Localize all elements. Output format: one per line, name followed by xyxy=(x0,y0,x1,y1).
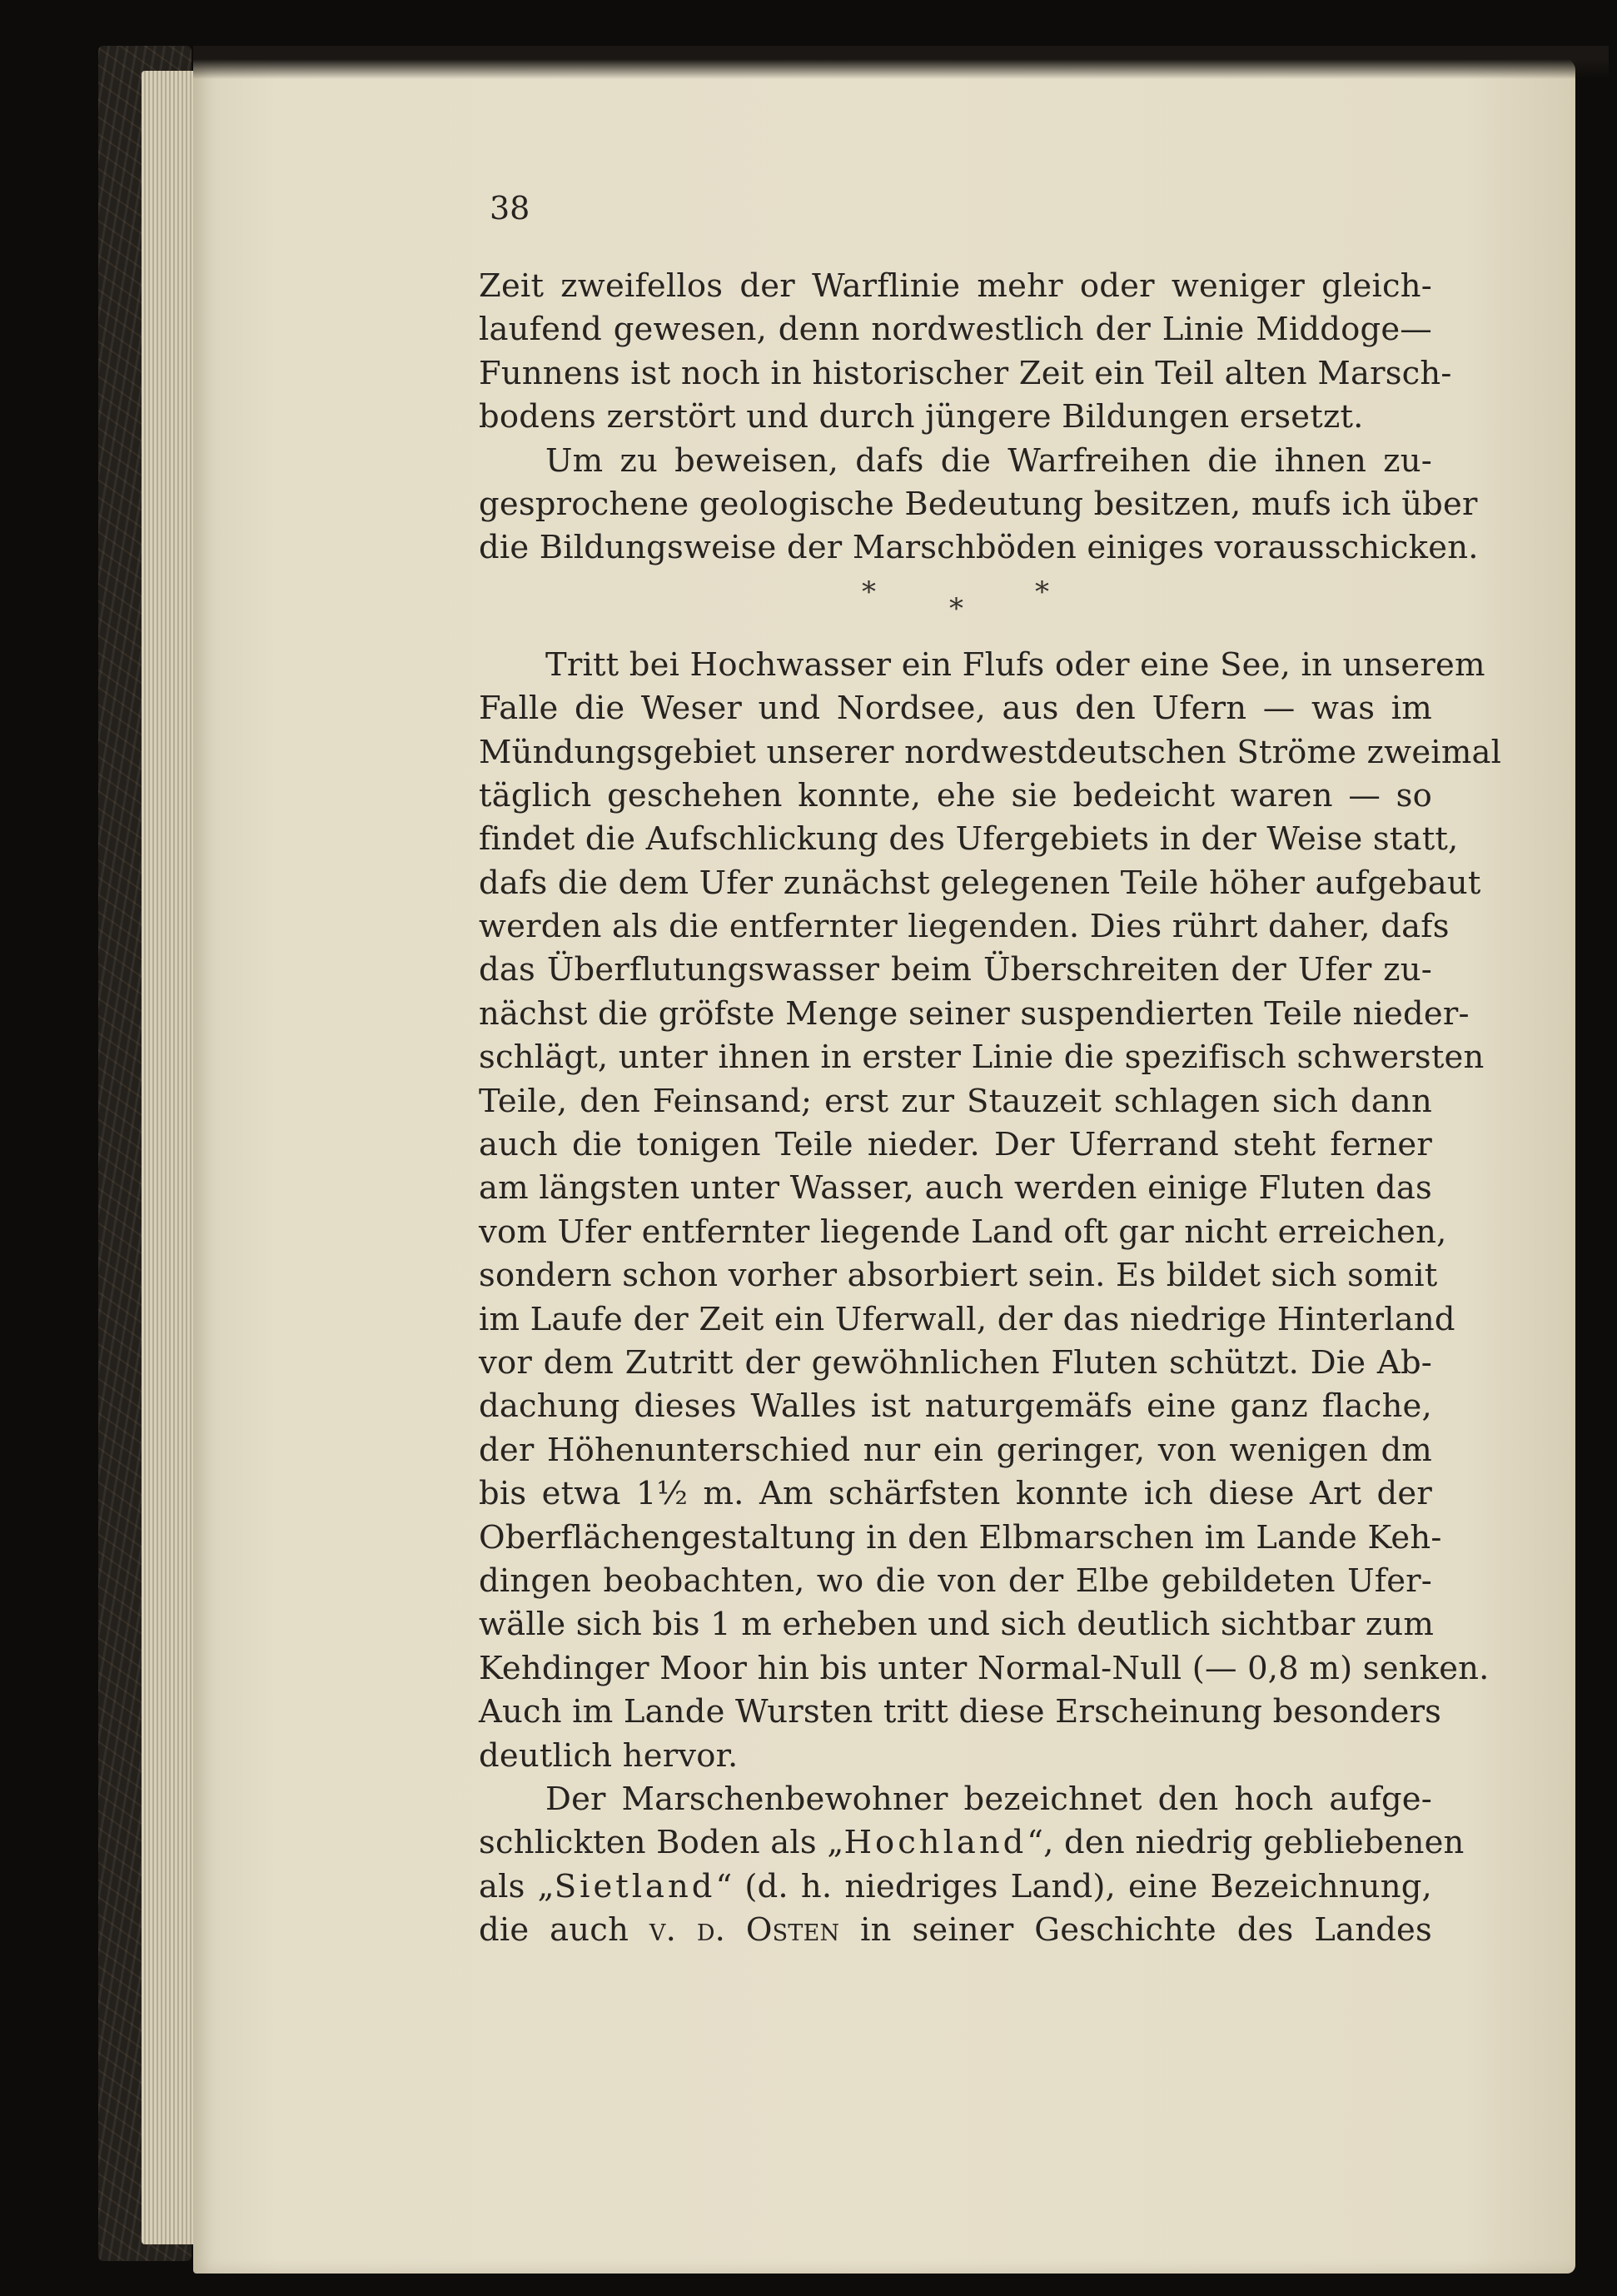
text-line: täglich geschehen konnte, ehe sie bedeicht waren — so xyxy=(479,776,1432,814)
text-line: dachung dieses Walles ist naturgemäfs eine ganz flache, xyxy=(479,1387,1432,1426)
text-line: wälle sich bis 1 m erheben und sich deutlich sichtbar zum xyxy=(479,1606,1435,1644)
text-line: Mündungsgebiet unserer nordwestdeutschen Ströme zweimal xyxy=(479,733,1502,771)
text-line: werden als die entfernter liegenden. Dies rührt daher, dafs xyxy=(479,908,1450,946)
paragraph-2 xyxy=(479,440,1479,570)
asterisk: * xyxy=(949,591,963,625)
text-line: dingen beobachten, wo die von der Elbe gebildeten Ufer- xyxy=(479,1561,1432,1600)
text-line: Auch im Lande Wursten tritt diese Erscheinung besonders xyxy=(479,1693,1442,1731)
text-line: am längsten unter Wasser, auch werden einige Fluten das xyxy=(479,1169,1432,1208)
term-hochland: Hochland xyxy=(843,1824,1027,1862)
text-line: das Überflutungswasser beim Überschreiten der Ufer zu- xyxy=(479,951,1432,989)
text-line: Zeit zweifellos der Warflinie mehr oder weniger gleich- xyxy=(479,267,1432,305)
author-name: v. d. Osten xyxy=(649,1911,840,1950)
asterisk: * xyxy=(862,575,876,609)
text-segment: schlickten Boden als „ xyxy=(479,1824,844,1862)
text-line: Der Marschenbewohner bezeichnet den hoch aufge- xyxy=(545,1780,1432,1818)
text-line: schlägt, unter ihnen in erster Linie die spezifisch schwersten xyxy=(479,1038,1485,1077)
text-line: laufend gewesen, denn nordwestlich der Linie Middoge— xyxy=(479,311,1432,349)
term-sietland: Sietland xyxy=(554,1867,716,1905)
text-line: Falle die Weser und Nordsee, aus den Ufern — was im xyxy=(479,690,1432,728)
text-line xyxy=(479,1865,1432,1909)
page-number: 38 xyxy=(490,190,530,227)
text-line: vor dem Zutritt der gewöhnlichen Fluten schützt. Die Ab- xyxy=(479,1343,1432,1382)
text-line: Oberflächengestaltung in den Elbmarschen im Lande Keh- xyxy=(479,1518,1442,1556)
text-line: dafs die dem Ufer zunächst gelegenen Teile höher aufgebaut xyxy=(479,864,1481,902)
text-line: sondern schon vorher absorbiert sein. Es bildet sich somit xyxy=(479,1257,1438,1295)
text-line: Tritt bei Hochwasser ein Flufs oder eine See, in unserem xyxy=(545,645,1485,684)
page-edges xyxy=(142,71,200,2244)
text-line: gesprochene geologische Bedeutung besitzen, mufs ich über xyxy=(479,485,1478,523)
text-line xyxy=(479,1909,1432,1952)
top-shadow xyxy=(193,46,1609,79)
text-line: Teile, den Feinsand; erst zur Stauzeit schlagen sich dann xyxy=(479,1082,1432,1120)
text-line: deutlich hervor. xyxy=(479,1736,739,1775)
text-segment: “, den niedrig gebliebenen xyxy=(1027,1824,1465,1862)
paragraph-1 xyxy=(479,265,1452,440)
paragraph-4 xyxy=(479,1778,1465,1953)
text-segment: in seiner Geschichte des Landes xyxy=(839,1911,1432,1950)
asterisk: * xyxy=(1035,575,1049,609)
text-line xyxy=(479,1821,1465,1865)
section-separator xyxy=(479,570,1432,644)
text-segment: “ (d. h. niedriges Land), eine Bezeichnung, xyxy=(715,1867,1432,1905)
text-segment: die auch xyxy=(479,1911,649,1950)
text-line: Funnens ist noch in historischer Zeit ein Teil alten Marsch- xyxy=(479,354,1452,392)
text-line: der Höhenunterschied nur ein geringer, von wenigen dm xyxy=(479,1431,1432,1469)
text-line: bis etwa 1½ m. Am schärfsten konnte ich diese Art der xyxy=(479,1475,1432,1513)
text-line: vom Ufer entfernter liegende Land oft gar nicht erreichen, xyxy=(479,1213,1447,1251)
text-line: bodens zerstört und durch jüngere Bildungen ersetzt. xyxy=(479,398,1364,436)
text-line: im Laufe der Zeit ein Uferwall, der das niedrige Hinterland xyxy=(479,1300,1455,1338)
text-line: nächst die gröfste Menge seiner suspendierten Teile nieder- xyxy=(479,994,1470,1033)
page-text xyxy=(479,265,1502,1952)
text-line: Um zu beweisen, dafs die Warfreihen die ihnen zu- xyxy=(545,441,1432,480)
text-line: Kehdinger Moor hin bis unter Normal-Null (— 0,8 m) senken. xyxy=(479,1649,1490,1687)
text-segment: als „ xyxy=(479,1867,555,1905)
text-line: auch die tonigen Teile nieder. Der Uferrand steht ferner xyxy=(479,1126,1432,1164)
text-line: findet die Aufschlickung des Ufergebiets in der Weise statt, xyxy=(479,820,1459,859)
text-line: die Bildungsweise der Marschböden einiges vorausschicken. xyxy=(479,529,1479,567)
paragraph-3 xyxy=(479,644,1502,1778)
